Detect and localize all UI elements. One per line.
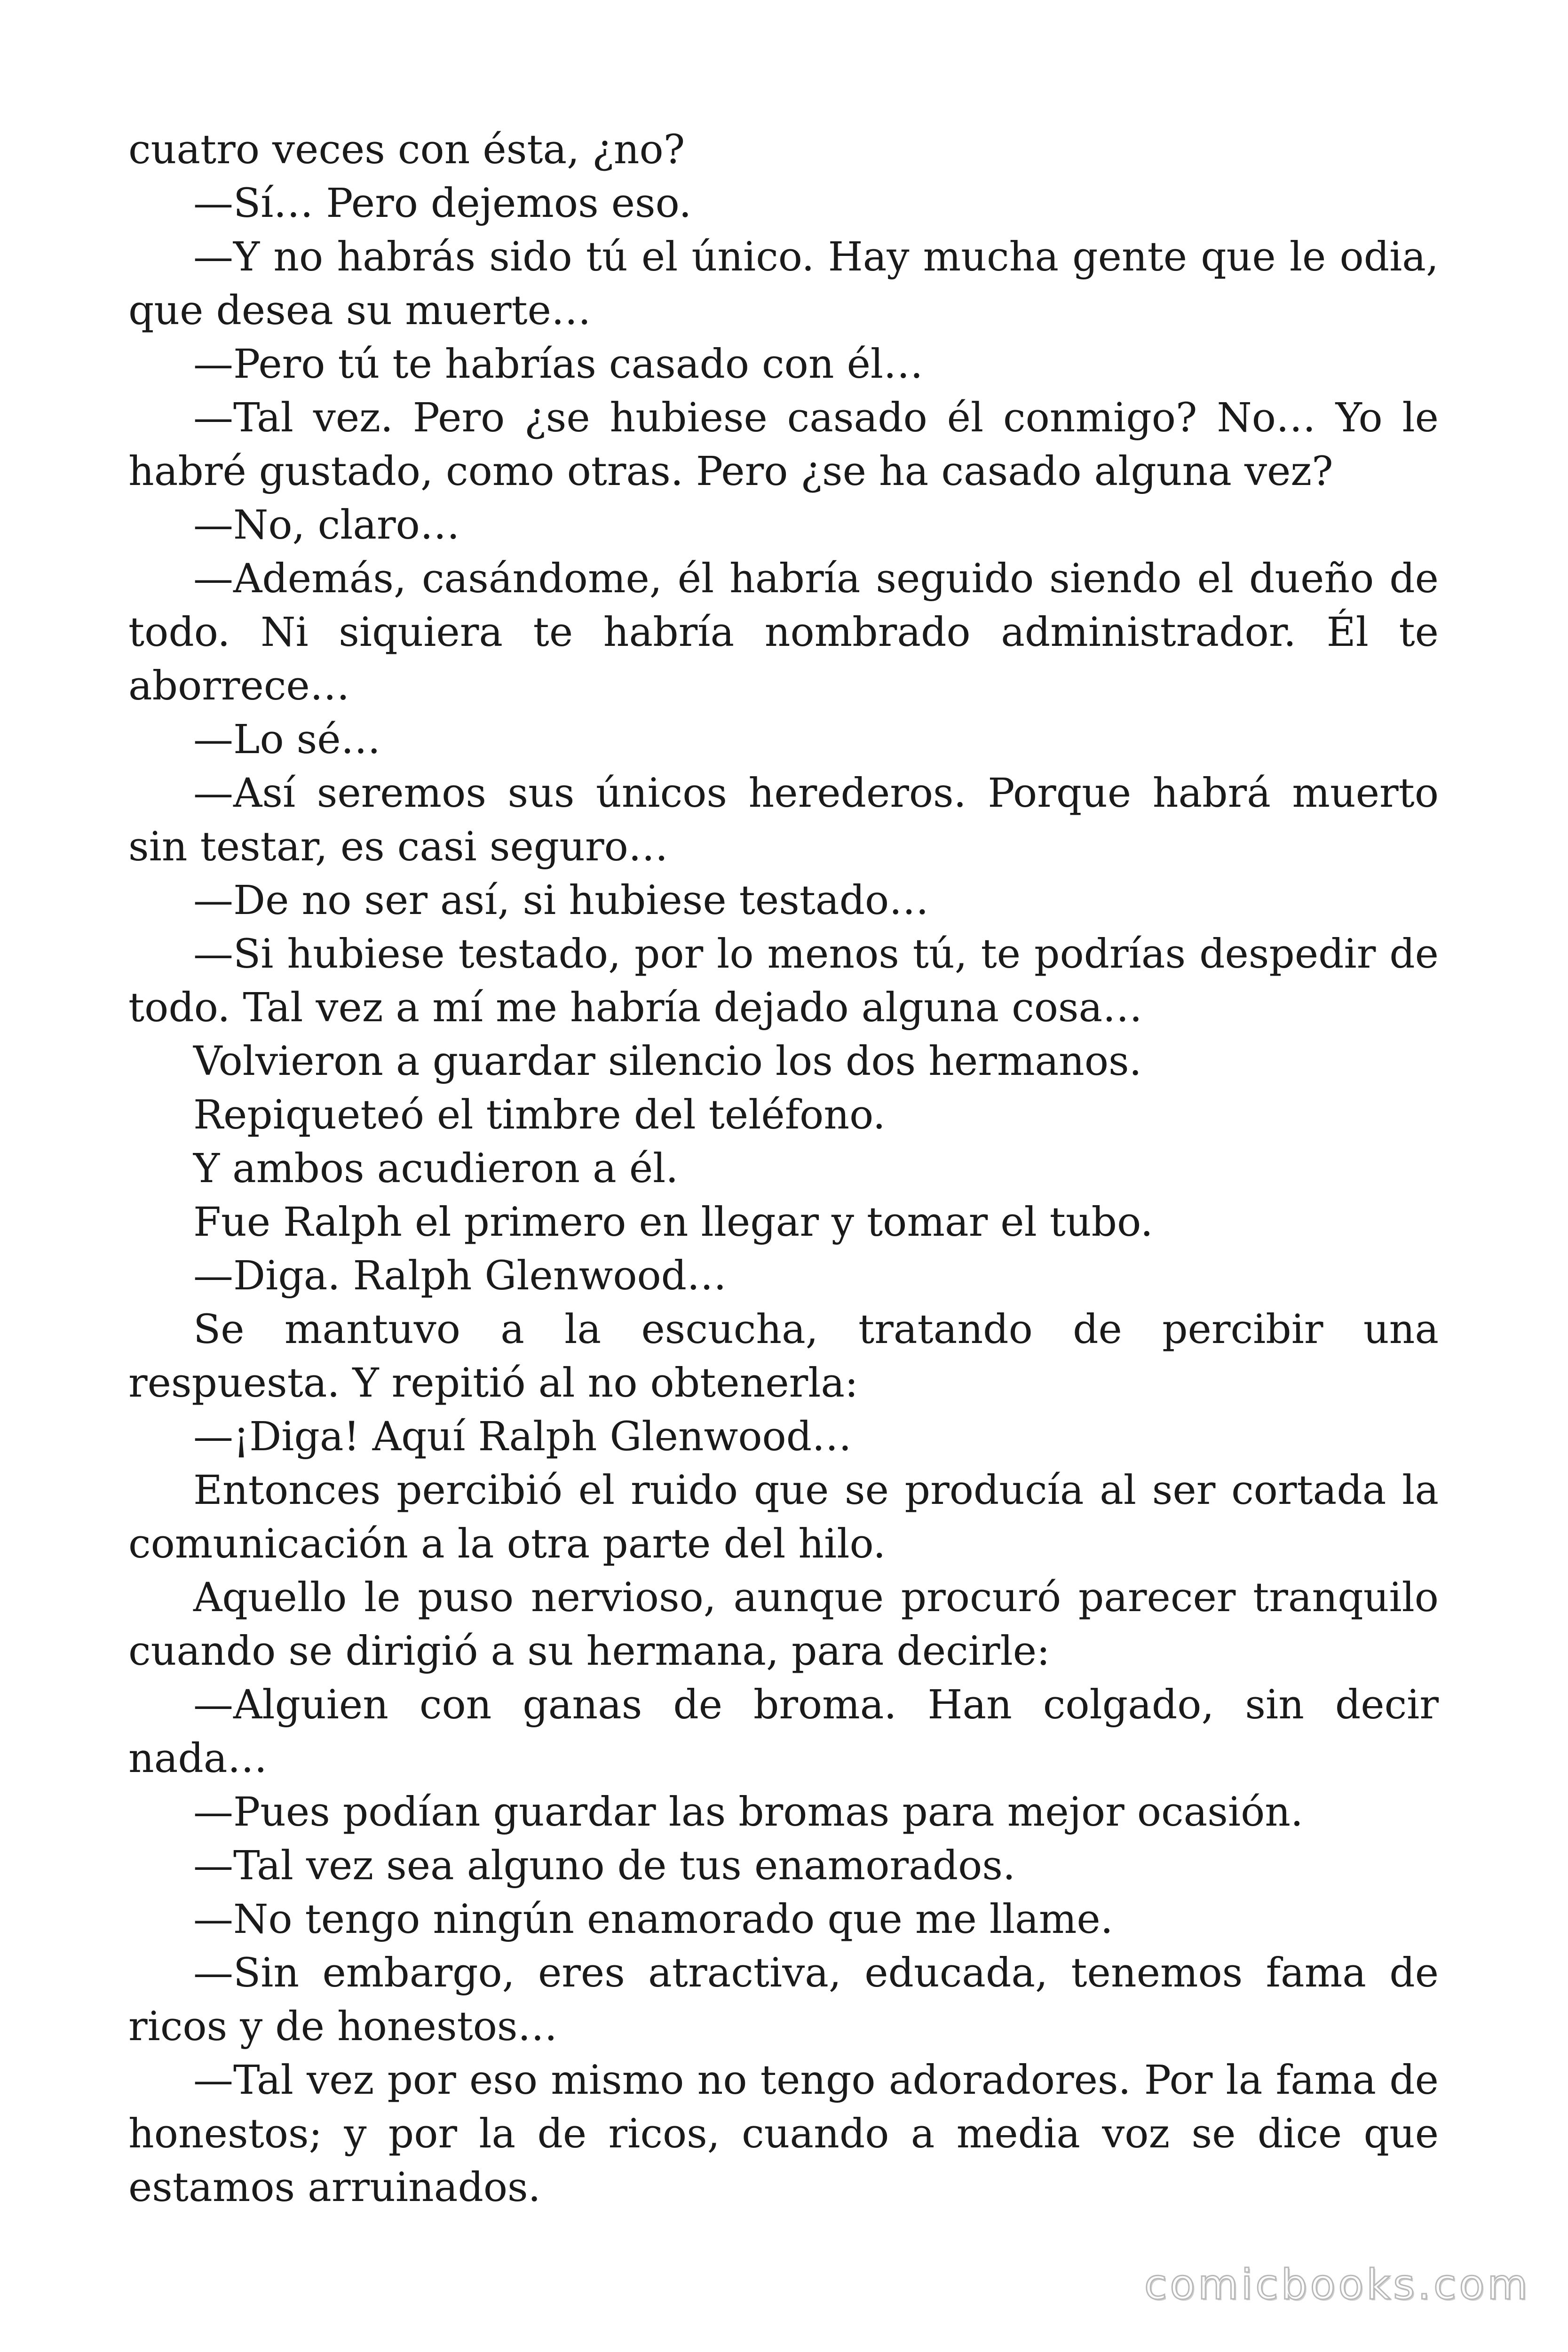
paragraph: Aquello le puso nervioso, aunque procuró parecer tranquilo cuando se dirigió a su hermana, para decirle:: [128, 1574, 1439, 1675]
paragraph: Repiqueteó el timbre del teléfono.: [193, 1092, 886, 1138]
paragraph: —Tal vez por eso mismo no tengo adoradores. Por la fama de honestos; y por la de ricos, cuando a media voz se dice que estamos arruinados.: [128, 2057, 1439, 2211]
paragraph: —Diga. Ralph Glenwood…: [193, 1253, 727, 1299]
paragraph: —Si hubiese testado, por lo menos tú, te podrías despedir de todo. Tal vez a mí me habría dejado alguna cosa…: [128, 931, 1439, 1031]
paragraph: —Alguien con ganas de broma. Han colgado, sin decir nada…: [128, 1682, 1439, 1782]
paragraph: —De no ser así, si hubiese testado…: [193, 877, 929, 924]
paragraph: —Sí… Pero dejemos eso.: [193, 180, 692, 227]
paragraph: —No tengo ningún enamorado que me llame.: [193, 1896, 1113, 1943]
paragraph: —Tal vez. Pero ¿se hubiese casado él conmigo? No… Yo le habré gustado, como otras. Pero ¿se ha casado alguna vez?: [128, 395, 1439, 495]
watermark: comicbooks.com: [1144, 2260, 1530, 2309]
paragraph: —No, claro…: [193, 502, 460, 548]
paragraph: cuatro veces con ésta, ¿no?: [128, 127, 685, 173]
paragraph: Y ambos acudieron a él.: [193, 1145, 679, 1192]
paragraph: —Tal vez sea alguno de tus enamorados.: [193, 1843, 1015, 1889]
paragraph: —Pero tú te habrías casado con él…: [193, 341, 924, 388]
paragraph: —¡Diga! Aquí Ralph Glenwood…: [193, 1414, 852, 1460]
paragraph: Volvieron a guardar silencio los dos hermanos.: [193, 1038, 1142, 1085]
paragraph: —Así seremos sus únicos herederos. Porque habrá muerto sin testar, es casi seguro…: [128, 770, 1439, 870]
paragraph: Se mantuvo a la escucha, tratando de percibir una respuesta. Y repitió al no obtenerla:: [128, 1306, 1439, 1406]
paragraph: Entonces percibió el ruido que se producía al ser cortada la comunicación a la otra parte del hilo.: [128, 1467, 1439, 1567]
body-text: [128, 123, 1439, 2215]
paragraph: —Además, casándome, él habría seguido siendo el dueño de todo. Ni siquiera te habría nombrado administrador. Él te aborrece…: [128, 556, 1439, 709]
paragraph: Fue Ralph el primero en llegar y tomar el tubo.: [193, 1199, 1153, 1246]
paragraph: —Pues podían guardar las bromas para mejor ocasión.: [193, 1789, 1304, 1836]
paragraph: —Y no habrás sido tú el único. Hay mucha gente que le odia, que desea su muerte…: [128, 234, 1439, 334]
paragraph: —Lo sé…: [193, 716, 381, 763]
paragraph: —Sin embargo, eres atractiva, educada, tenemos fama de ricos y de honestos…: [128, 1950, 1439, 2050]
